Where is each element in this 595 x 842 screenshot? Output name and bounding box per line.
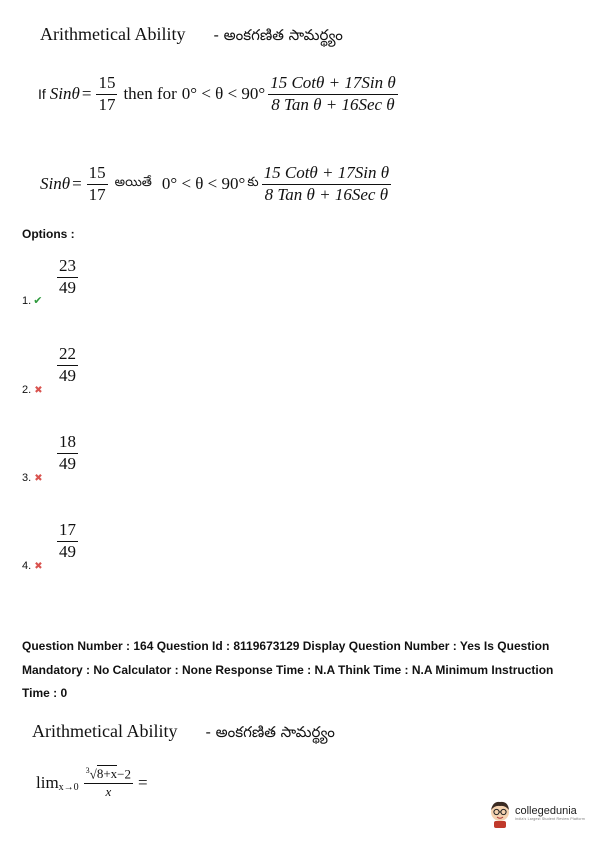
option-4-marker: [22, 556, 43, 574]
ku-word: కు: [247, 175, 259, 191]
limit-question: [36, 767, 148, 799]
sin-fraction: [96, 74, 117, 114]
option-1-fraction: [57, 257, 78, 297]
logo-tagline: India's Largest Student Review Platform: [515, 817, 585, 821]
equals-sign: =: [138, 772, 148, 792]
if-word: If: [38, 86, 46, 103]
fraction-denominator: 17: [88, 184, 106, 204]
question-telugu: [40, 164, 394, 204]
wrong-cross-icon: ✖: [34, 473, 43, 484]
fraction-numerator: 15: [96, 74, 117, 95]
section-title-telugu: - అంకగణిత సామర్థ్యం: [205, 723, 335, 741]
expression-fraction: [262, 164, 391, 204]
equals-sign: =: [72, 174, 82, 194]
collegedunia-logo: [488, 798, 585, 828]
options-label: Options :: [22, 227, 75, 241]
expression-fraction: [268, 74, 397, 114]
option-denominator: 49: [59, 453, 76, 473]
limit-denominator: x: [105, 783, 112, 799]
sin-theta: Sinθ: [40, 174, 71, 194]
expression-denominator: 8 Tan θ + 16Sec θ: [264, 184, 389, 204]
expression-numerator: 15 Cotθ + 17Sin θ: [262, 164, 391, 185]
root-body: 8+x: [96, 766, 118, 782]
section-title-2: [32, 721, 335, 745]
section-title-english: Arithmetical Ability: [40, 24, 186, 44]
expression-denominator: 8 Tan θ + 16Sec θ: [271, 94, 395, 114]
angle-range: 0° < θ < 90°: [181, 84, 266, 104]
limit-numerator: [84, 767, 133, 784]
root-index: 3: [85, 766, 90, 775]
option-number: 1.: [22, 295, 32, 307]
angle-range: 0° < θ < 90°: [161, 174, 246, 194]
option-2-marker: [22, 380, 43, 398]
option-numerator: 23: [57, 257, 78, 278]
radical-icon: √: [89, 766, 97, 782]
section-title-english: Arithmetical Ability: [32, 721, 178, 741]
option-number: 4.: [22, 560, 32, 572]
wrong-cross-icon: ✖: [34, 561, 43, 572]
option-denominator: 49: [59, 277, 76, 297]
expression-numerator: 15 Cotθ + 17Sin θ: [268, 74, 397, 95]
mascot-icon: [488, 798, 512, 828]
fraction-numerator: 15: [87, 164, 108, 185]
option-numerator: 22: [57, 345, 78, 366]
option-1-marker: [22, 291, 42, 309]
section-title: [40, 24, 343, 48]
limit-fraction: [84, 767, 133, 799]
option-number: 2.: [22, 384, 32, 396]
option-4-fraction: [57, 521, 78, 561]
question-english: [38, 74, 401, 114]
option-number: 3.: [22, 472, 32, 484]
then-for-text: then for: [123, 84, 177, 104]
logo-name: collegedunia: [515, 805, 577, 817]
sin-theta: Sinθ: [49, 84, 80, 104]
lim-word: lim: [36, 772, 59, 792]
option-numerator: 17: [57, 521, 78, 542]
wrong-cross-icon: ✖: [34, 385, 43, 396]
minus-two: −2: [117, 766, 131, 782]
section-title-telugu: - అంకగణిత సామర్థ్యం: [213, 26, 343, 44]
question-meta: Question Number : 164 Question Id : 8119673129 Display Question Number : Yes Is Question Mandatory : No Calculator : None Response Time : N.A Think Time : N.A Minimum Instruction Time : 0: [22, 639, 554, 700]
option-numerator: 18: [57, 433, 78, 454]
fraction-denominator: 17: [98, 94, 116, 114]
option-3-marker: [22, 468, 43, 486]
equals-sign: =: [81, 84, 92, 104]
sin-fraction: [87, 164, 108, 204]
option-denominator: 49: [59, 365, 76, 385]
option-denominator: 49: [59, 541, 76, 561]
correct-check-icon: ✔: [33, 295, 43, 307]
ayithe-word: అయితే: [114, 175, 152, 191]
option-2-fraction: [57, 345, 78, 385]
option-3-fraction: [57, 433, 78, 473]
lim-subscript: x→0: [58, 781, 79, 793]
